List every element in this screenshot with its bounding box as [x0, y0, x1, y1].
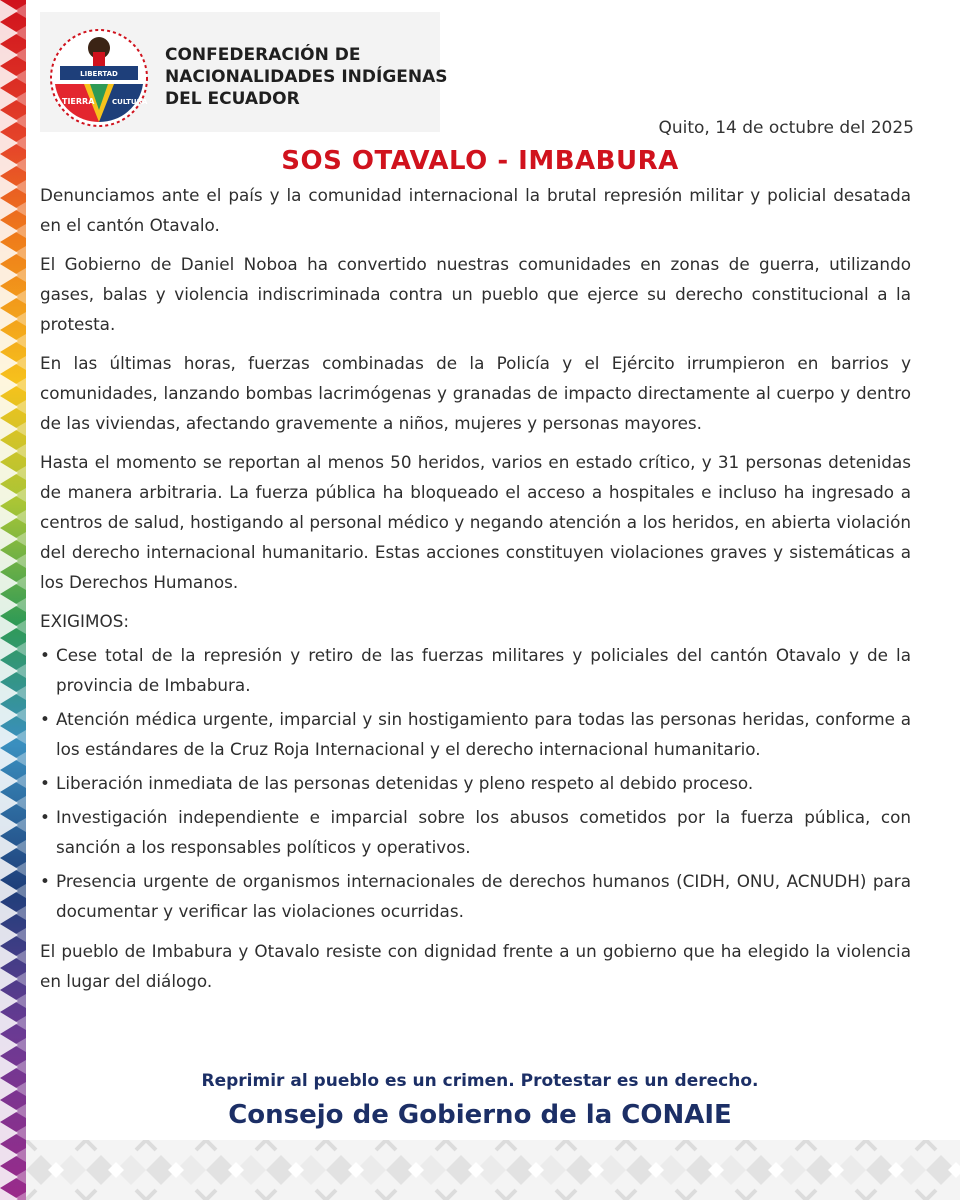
paragraph: Denunciamos ante el país y la comunidad internacional la brutal represión militar y policial desatada en el cantón Otavalo. [40, 185, 911, 235]
document-body [40, 180, 911, 1005]
demand-item [40, 768, 911, 798]
bullet-icon: • [40, 773, 50, 793]
demand-text: Atención médica urgente, imparcial y sin hostigamiento para todas las personas heridas, conforme a los estándares de la Cruz Roja Internacional y el derecho internacional humanitario. [56, 709, 911, 759]
document-date: Quito, 14 de octubre del 2025 [658, 118, 914, 138]
document-title: SOS OTAVALO - IMBABURA [281, 146, 679, 176]
paragraph: En las últimas horas, fuerzas combinadas de la Policía y el Ejército irrumpieron en barrios y comunidades, lanzando bombas lacrimógenas y granadas de impacto directamente al cuerpo y dentro de las viviendas, afectando gravemente a niños, mujeres y personas mayores. [40, 353, 911, 433]
slogan: Reprimir al pueblo es un crimen. Protestar es un derecho. [201, 1071, 759, 1091]
organization-name-line: CONFEDERACIÓN DE [165, 45, 361, 65]
closing-paragraph: El pueblo de Imbabura y Otavalo resiste con dignidad frente a un gobierno que ha elegido la violencia en lugar del diálogo. [40, 941, 911, 991]
bullet-icon: • [40, 807, 50, 827]
bullet-icon: • [40, 871, 50, 891]
paragraph: Hasta el momento se reportan al menos 50 heridos, varios en estado crítico, y 31 personas detenidas de manera arbitraria. La fuerza pública ha bloqueado el acceso a hospitales e incluso ha ingresado a centros de salud, hostigando al personal médico y negando atención a los heridos, en abierta violación del derecho internacional humanitario. Estas acciones constituyen violaciones graves y sistemáticas a los Derechos Humanos. [40, 452, 911, 592]
demand-item [40, 866, 911, 926]
demand-text: Investigación independiente e imparcial sobre los abusos cometidos por la fuerza pública, con sanción a los responsables políticos y operativos. [56, 807, 911, 857]
demand-item [40, 802, 911, 862]
organization-name-line: DEL ECUADOR [165, 89, 300, 109]
logo-text-right: CULTURA [112, 98, 148, 106]
demand-item [40, 640, 911, 700]
demand-text: Liberación inmediata de las personas detenidas y pleno respeto al debido proceso. [56, 773, 754, 793]
demand-text: Presencia urgente de organismos internacionales de derechos humanos (CIDH, ONU, ACNUDH) para documentar y verificar las violaciones ocurridas. [56, 871, 911, 921]
bullet-icon: • [40, 645, 50, 665]
side-decorative-band [0, 0, 26, 1200]
demand-item [40, 704, 911, 764]
paragraph: El Gobierno de Daniel Noboa ha convertido nuestras comunidades en zonas de guerra, utilizando gases, balas y violencia indiscriminada contra un pueblo que ejerce su derecho constitucional a la protesta. [40, 254, 911, 334]
conaie-logo [46, 22, 152, 128]
bullet-icon: • [40, 709, 50, 729]
logo-text-left: TIERRA [62, 97, 95, 106]
demands-heading: EXIGIMOS: [40, 611, 129, 631]
footer-decorative-pattern [26, 1140, 960, 1200]
organization-name-line: NACIONALIDADES INDÍGENAS [165, 67, 448, 87]
demands-list [40, 640, 911, 926]
logo-text-center: LIBERTAD [80, 70, 118, 78]
organization-name [165, 44, 448, 110]
signature: Consejo de Gobierno de la CONAIE [228, 1100, 732, 1130]
demand-text: Cese total de la represión y retiro de las fuerzas militares y policiales del cantón Otavalo y de la provincia de Imbabura. [56, 645, 911, 695]
